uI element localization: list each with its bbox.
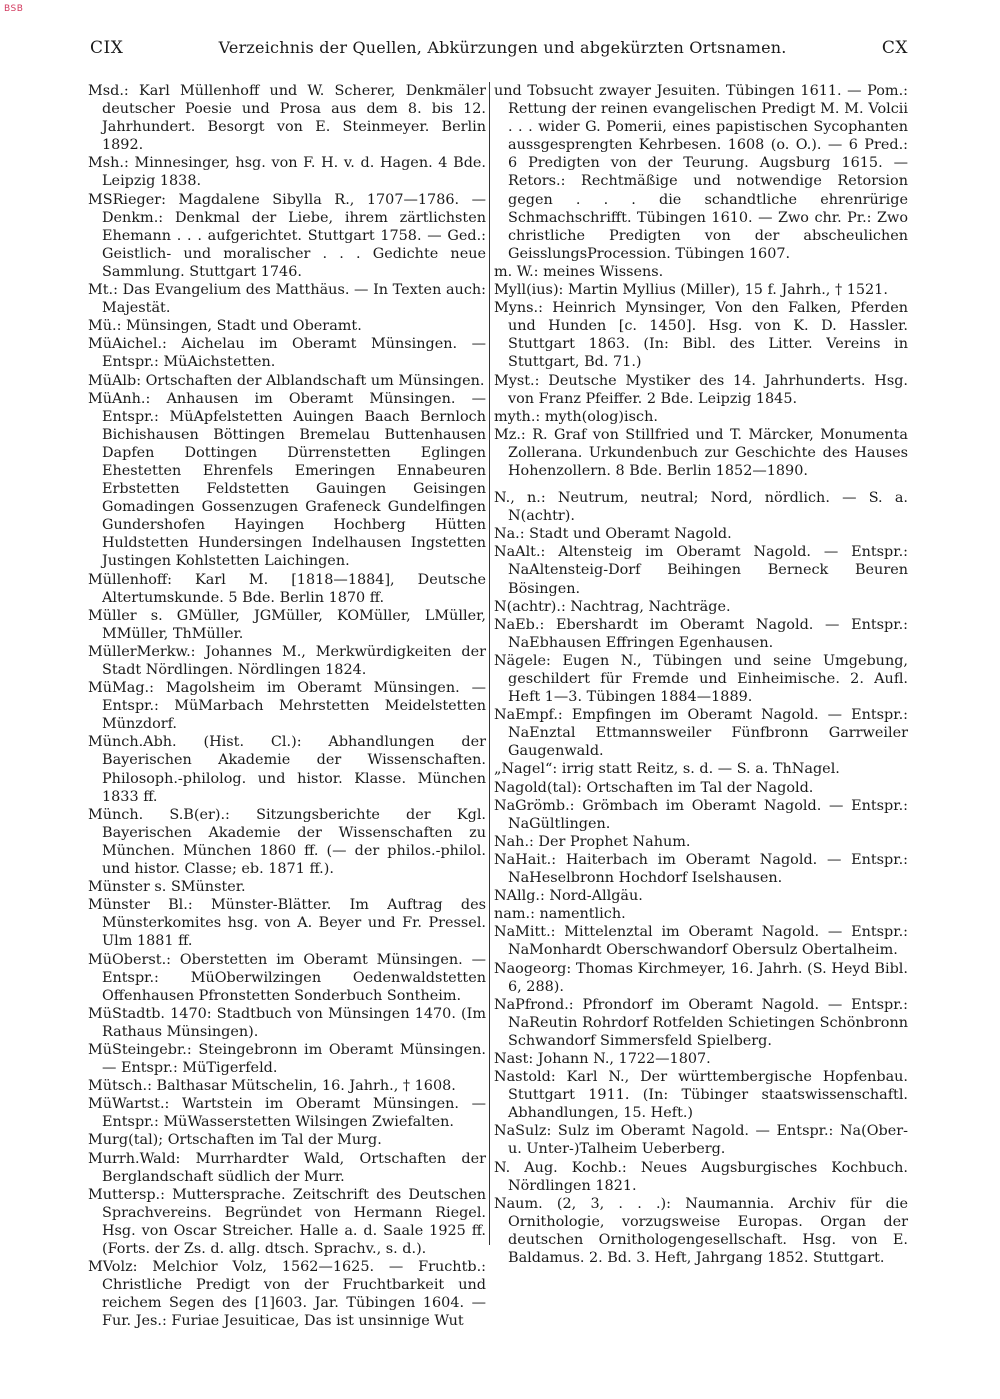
dictionary-entry: NaMitt.: Mittelenztal im Oberamt Nagold. — Entspr.: NaMonhardt Oberschwandorf Obersulz Obertalheim.	[494, 924, 908, 959]
dictionary-entry: Msh.: Minnesinger, hsg. von F. H. v. d. Hagen. 4 Bde. Leipzig 1838.	[88, 155, 486, 190]
dictionary-entry: MüllerMerkw.: Johannes M., Merkwürdigkeiten der Stadt Nördlingen. Nördlingen 1824.	[88, 643, 486, 678]
dictionary-entry: Msd.: Karl Müllenhoff und W. Scherer, Denkmäler deutscher Poesie und Prosa aus dem 8. bis 12. Jahrhundert. Besorgt von E. Steinmeyer. Berlin 1892.	[88, 83, 486, 154]
dictionary-entry: MVolz: Melchior Volz, 1562—1625. — Fruchtb.: Christliche Predigt von der Fruchtbarkeit und reichem Segen des [1]603. Jar. Tübingen 1604. — Fur. Jes.: Furiae Jesuiticae, Das ist unsinnige Wut	[88, 1259, 486, 1330]
dictionary-entry: MüAichel.: Aichelau im Oberamt Münsingen. — Entspr.: MüAichstetten.	[88, 336, 486, 371]
dictionary-entry: Müller s. GMüller, JGMüller, KOMüller, LMüller, MMüller, ThMüller.	[88, 607, 486, 642]
dictionary-entry: und Tobsucht zwayer Jesuiten. Tübingen 1611. — Pom.: Rettung der reinen evangelischen Predigt M. M. Volcii . . . wider G. Pomerii, eines papistischen Sycophanten aussgesprengten Kehrbesen. 1608 (o. O.). — 6 Pred.: 6 Predigten von der Teurung. Augsburg 1615. — Retors.: Rechtmäßige und notwendige Retorsion gegen . . . die schandtliche ehrenrürige Schmachschrifft. Tübingen 1610. — Zwo chr. Pr.: Zwo christliche Predigten von der abscheulichen GeisslungsProcession. Tübingen 1607.	[494, 83, 908, 262]
dictionary-entry: myth.: myth(olog)isch.	[494, 408, 658, 425]
dictionary-entry: nam.: namentlich.	[494, 906, 626, 923]
dictionary-entry: Münster s. SMünster.	[88, 879, 246, 896]
right-page-number: CX	[881, 38, 908, 58]
dictionary-entry: Myns.: Heinrich Mynsinger, Von den Falken, Pferden und Hunden [c. 1450]. Hsg. von K. D. Hassler. Stuttgart 1863. (In: Bibl. des Litter. Vereins in Stuttgart, Bd. 71.)	[494, 300, 908, 371]
dictionary-entry: NAllg.: Nord-Allgäu.	[494, 888, 643, 905]
page-header	[90, 38, 908, 64]
library-stamp: BSB	[4, 4, 24, 14]
dictionary-entry: Mü.: Münsingen, Stadt und Oberamt.	[88, 318, 362, 335]
dictionary-entry: NaGrömb.: Grömbach im Oberamt Nagold. — Entspr.: NaGültlingen.	[494, 797, 908, 832]
dictionary-entry: Naogeorg: Thomas Kirchmeyer, 16. Jahrh. (S. Heyd Bibl. 6, 288).	[494, 960, 908, 995]
dictionary-entry: Nastold: Karl N., Der württembergische Hopfenbau. Stuttgart 1911. (In: Tübinger staatswissenschaftl. Abhandlungen, 15. Heft.)	[494, 1069, 908, 1122]
dictionary-entry: N(achtr).: Nachtrag, Nachträge.	[494, 598, 731, 615]
dictionary-entry: Müllenhoff: Karl M. [1818—1884], Deutsche Altertumskunde. 5 Bde. Berlin 1870 ff.	[88, 571, 486, 606]
dictionary-entry: Nagold(tal): Ortschaften im Tal der Nagold.	[494, 779, 814, 796]
dictionary-entry: MüStadtb. 1470: Stadtbuch von Münsingen 1470. (Im Rathaus Münsingen).	[88, 1005, 486, 1040]
dictionary-entry: „Nagel“: irrig statt Reitz, s. d. — S. a. ThNagel.	[494, 761, 840, 778]
dictionary-entry: Münch. S.B(er).: Sitzungsberichte der Kgl. Bayerischen Akademie der Wissenschaften zu München. München 1860 ff. (— der philos.-philol. und histor. Classe; eb. 1871 ff.).	[88, 806, 486, 878]
dictionary-entry: Murg(tal); Ortschaften im Tal der Murg.	[88, 1132, 382, 1149]
dictionary-entry: MüAnh.: Anhausen im Oberamt Münsingen. — Entspr.: MüApfelstetten Auingen Baach Bernloch Bichishausen Böttingen Bremelau Buttenhausen Dapfen Dottingen Dürrenstetten Eglingen Ehestetten Ehrenfels Emeringen Ennabeuren Erbstetten Feldstetten Gauingen Geisingen Gomadingen Gossenzugen Grafeneck Gundelfingen Gundershofen Hayingen Hochberg Hütten Huldstetten Hundersingen Indelhausen Ingstetten Justingen Kohlstetten Laichingen.	[88, 390, 486, 570]
dictionary-entry: Muttersp.: Muttersprache. Zeitschrift des Deutschen Sprachvereins. Begründet von Hermann Riegel. Hsg. von Oscar Streicher. Halle a. d. Saale 1925 ff. (Forts. der Zs. d. allg. dtsch. Sprachv., s. d.).	[88, 1186, 486, 1257]
dictionary-entry: NaEmpf.: Empfingen im Oberamt Nagold. — Entspr.: NaEnztal Ettmannsweiler Fünfbronn Garrweiler Gaugenwald.	[494, 707, 908, 760]
dictionary-entry: NaSulz: Sulz im Oberamt Nagold. — Entspr.: Na(Ober- u. Unter-)Talheim Ueberberg.	[494, 1123, 908, 1158]
dictionary-entry: NaAlt.: Altensteig im Oberamt Nagold. — Entspr.: NaAltensteig-Dorf Beihingen Berneck Beuren Bösingen.	[494, 544, 908, 597]
dictionary-entry: Mz.: R. Graf von Stillfried und T. Märcker, Monumenta Zollerana. Urkundenbuch zur Geschichte des Hauses Hohenzollern. 8 Bde. Berlin 1852—1890.	[494, 426, 908, 479]
dictionary-entry: Nah.: Der Prophet Nahum.	[494, 833, 691, 850]
dictionary-entry: MüSteingebr.: Steingebronn im Oberamt Münsingen. — Entspr.: MüTigerfeld.	[88, 1041, 486, 1077]
dictionary-entry: N., n.: Neutrum, neutral; Nord, nördlich. — S. a. N(achtr).	[494, 490, 908, 525]
dictionary-entry: Münster Bl.: Münster-Blätter. Im Auftrag des Münsterkomites hsg. von A. Beyer und Fr. Pressel. Ulm 1881 ff.	[88, 897, 486, 950]
dictionary-entry: NaEb.: Ebershardt im Oberamt Nagold. — Entspr.: NaEbhausen Effringen Egenhausen.	[494, 616, 908, 651]
dictionary-entry: Mt.: Das Evangelium des Matthäus. — In Texten auch: Majestät.	[88, 282, 486, 317]
dictionary-entry: Naum. (2, 3, . . .): Naumannia. Archiv für die Ornithologie, vorzugsweise Europas. Organ der deutschen Ornithologengesellschaft. Hsg. von E. Baldamus. 2. Bd. 3. Heft, Jahrgang 1852. Stuttgart.	[494, 1195, 908, 1266]
dictionary-entry: Myst.: Deutsche Mystiker des 14. Jahrhunderts. Hsg. von Franz Pfeiffer. 2 Bde. Leipzig 1845.	[494, 372, 908, 407]
dictionary-entry: Münch.Abh. (Hist. Cl.): Abhandlungen der Bayerischen Akademie der Wissenschaften. Philosoph.-philolog. und histor. Klasse. München 1833 ff.	[88, 734, 486, 805]
dictionary-entry: NaHait.: Haiterbach im Oberamt Nagold. — Entspr.: NaHeselbronn Hochdorf Iselshausen.	[494, 851, 908, 887]
dictionary-entry: Murrh.Wald: Murrhardter Wald, Ortschaften der Berglandschaft südlich der Murr.	[88, 1150, 486, 1185]
left-page-number: CIX	[90, 38, 124, 58]
dictionary-entry: MüMag.: Magolsheim im Oberamt Münsingen. — Entspr.: MüMarbach Mehrstetten Meidelstetten Münzdorf.	[88, 680, 486, 733]
column-divider	[489, 82, 490, 1245]
dictionary-entry: Nast: Johann N., 1722—1807.	[494, 1050, 711, 1067]
dictionary-entry: Na.: Stadt und Oberamt Nagold.	[494, 526, 732, 543]
dictionary-entry: Mütsch.: Balthasar Mütschelin, 16. Jahrh., † 1608.	[88, 1078, 456, 1095]
dictionary-entry: m. W.: meines Wissens.	[494, 263, 664, 280]
dictionary-entry: N. Aug. Kochb.: Neues Augsburgisches Kochbuch. Nördlingen 1821.	[494, 1159, 908, 1194]
dictionary-entry: MüWartst.: Wartstein im Oberamt Münsingen. — Entspr.: MüWasserstetten Wilsingen Zwiefalten.	[88, 1096, 486, 1131]
left-column	[88, 82, 486, 1330]
dictionary-entry: MüOberst.: Oberstetten im Oberamt Münsingen. — Entspr.: MüOberwilzingen Oedenwaldstetten Offenhausen Pfronstetten Sonderbuch Sontheim.	[88, 951, 486, 1004]
dictionary-entry: Myll(ius): Martin Myllius (Miller), 15 f. Jahrh., † 1521.	[494, 282, 888, 299]
dictionary-entry: Nägele: Eugen N., Tübingen und seine Umgebung, geschildert für Fremde und Einheimische. 2. Aufl. Heft 1—3. Tübingen 1884—1889.	[494, 652, 908, 706]
right-column	[494, 82, 908, 1267]
dictionary-entry: MSRieger: Magdalene Sibylla R., 1707—1786. — Denkm.: Denkmal der Liebe, ihrem zärtlichsten Ehemann . . . aufgerichtet. Stuttgart 1758. — Ged.: Geistlich- und moralischer . . . Gedichte neue Sammlung. Stuttgart 1746.	[88, 191, 486, 280]
dictionary-entry: MüAlb: Ortschaften der Alblandschaft um Münsingen.	[88, 372, 485, 389]
dictionary-entry: NaPfrond.: Pfrondorf im Oberamt Nagold. — Entspr.: NaReutin Rohrdorf Rotfelden Schietingen Schönbronn Schwandorf Simmersfeld Spielberg.	[494, 996, 908, 1049]
page-title: Verzeichnis der Quellen, Abkürzungen und abgekürzten Ortsnamen.	[218, 38, 787, 57]
